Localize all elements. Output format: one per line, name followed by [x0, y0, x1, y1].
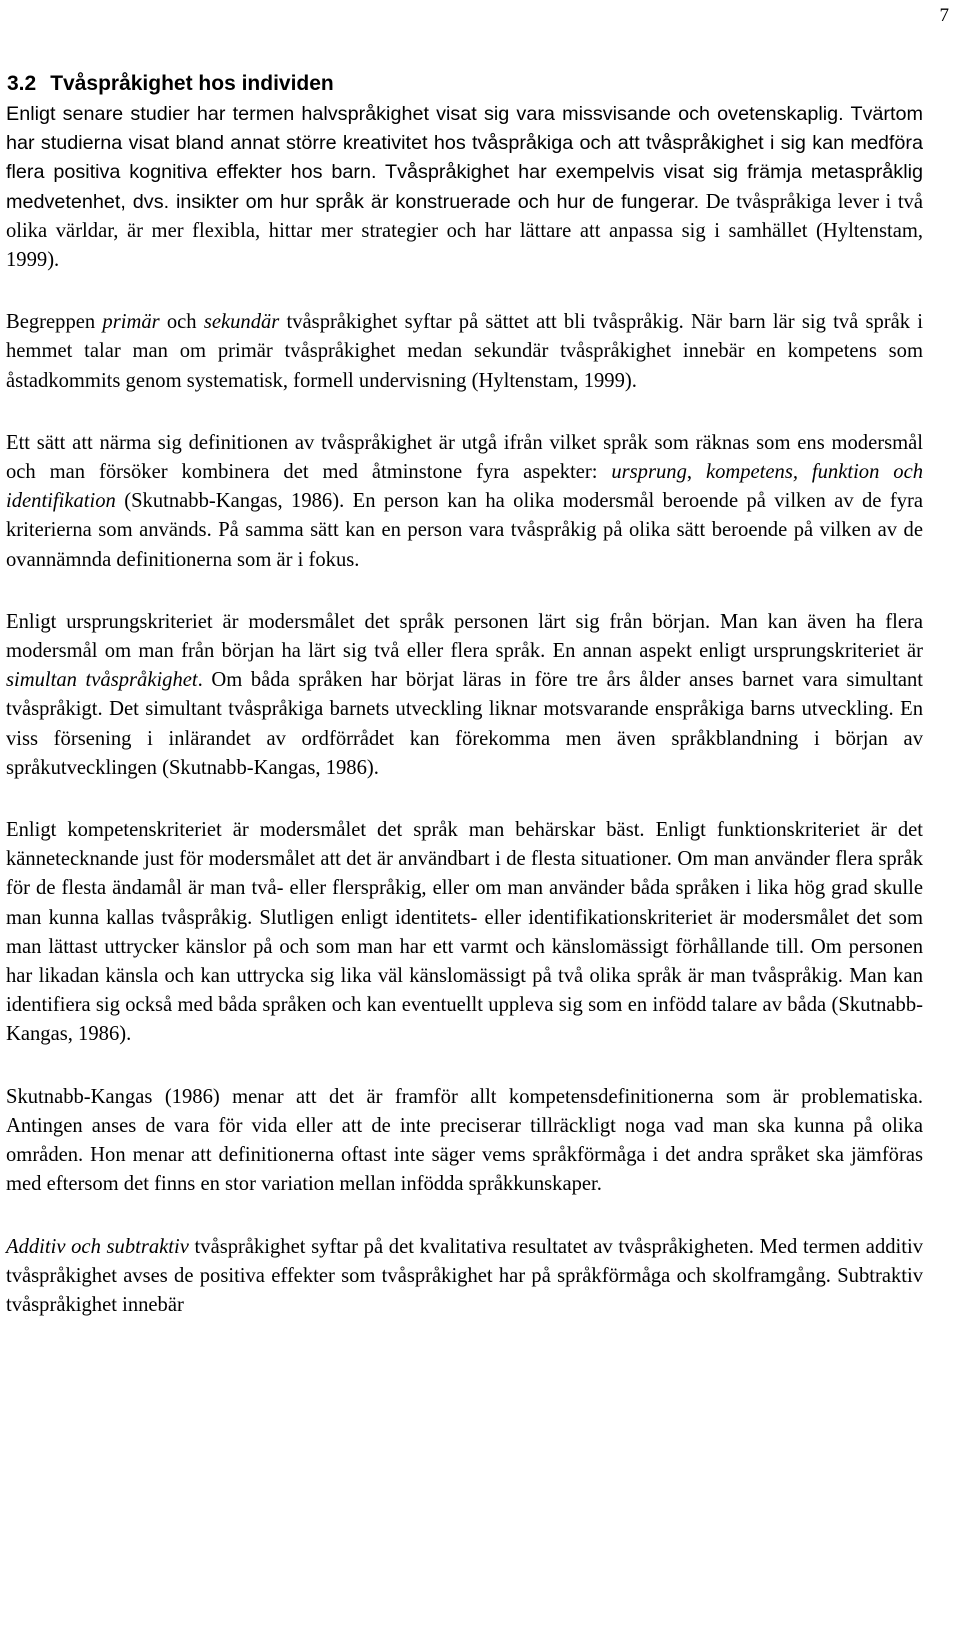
italic-term: primär: [102, 311, 160, 334]
section-heading: [7, 70, 334, 98]
paragraph-ursprungskriteriet: [6, 608, 923, 783]
italic-term: simultan tvåspråkighet: [6, 669, 198, 692]
paragraph-text: Begreppen: [6, 311, 103, 334]
section-number: 3.2: [7, 72, 37, 95]
paragraph-additiv-subtraktiv: [6, 1233, 923, 1321]
document-body: [6, 100, 923, 1353]
paragraph-definitioner: [6, 429, 923, 575]
italic-term: ursprung: [611, 461, 687, 484]
italic-term: kompetens, funktion och identifikation: [6, 461, 924, 513]
paragraph-kompetenskriteriet: Enligt kompetenskriteriet är modersmålet det språk man behärskar bäst. Enligt funktionskriteriet är det kännetecknande just för modersmålet att det är användbart i de flesta situationer. Om man använder flera språk för de flesta ändamål är man två- eller flerspråkig, eller om man använder båda språken i lika hög grad skulle man kunna kallas tvåspråkig. Slutligen enligt identitets- eller identifikationskriteriet är modersmålet det som man lättast uttrycker känslor på och som man har ett varmt och känslomässigt förhållande till. Om personen har likadan känsla och kan uttrycka sig lika väl känslomässigt på två olika språk är man tvåspråkig. Man kan identifiera sig också med båda språken och kan eventuellt uppleva sig som en infödd talare av båda (Skutnabb-Kangas, 1986).: [6, 819, 923, 1046]
paragraph-text: Ett sätt att närma sig definitionen av tvåspråkighet är utgå ifrån vilket språk som räknas som ens modersmål och man försöker kombinera det med åtminstone fyra aspekter:: [6, 431, 923, 484]
paragraph-text: tvåspråkighet syftar på det kvalitativa resultatet av tvåspråkigheten. Med termen additiv tvåspråkighet avses de positiva effekter som tvåspråkighet har på språkförmåga och skolframgång. Subtraktiv tvåspråkighet innebär: [6, 1235, 924, 1316]
page-number: 7: [939, 5, 949, 26]
paragraph-sans-text: Enligt senare studier har termen halvspråkighet visat sig vara missvisande och ovetenskaplig. Tvärtom har studierna visat bland annat större kreativitet hos tvåspråkiga och att tvåspråkighet i sig kan medföra flera positiva kognitiva effekter hos barn. Tvåspråkighet har exempelvis visat sig främja metaspråklig medvetenhet, dvs. insikter om hur språk är konstruerade och hur de fungerar.: [6, 103, 923, 213]
paragraph-text: och: [159, 311, 204, 334]
paragraph-text: De tvåspråkiga lever i två olika världar, är mer flexibla, hittar mer strategier och har lättare att anpassa sig i samhället (Hyltenstam, 1999).: [6, 190, 923, 272]
paragraph-text: Enligt ursprungskriteriet är modersmålet det språk personen lärt sig från början. Man kan även ha flera modersmål om man från början ha lärt sig två eller flera språk. En annan aspekt enligt ursprungskriteriet är: [6, 610, 923, 663]
paragraph-text: tvåspråkighet syftar på sättet att bli tvåspråkig. När barn lär sig två språk i hemmet talar man om primär tvåspråkighet medan sekundär tvåspråkighet innebär en kompetens som åstadkommits genom systematisk, formell undervisning (Hyltenstam, 1999).: [6, 311, 923, 392]
paragraph-primar-sekundar: [6, 308, 923, 396]
paragraph-text: (Skutnabb-Kangas, 1986). En person kan ha olika modersmål beroende på vilken av de fyra kriterierna som används. På samma sätt kan en person vara tvåspråkig på olika sätt beroende på vilken av de ovannämnda definitionerna som är i fokus.: [6, 490, 923, 571]
paragraph-text: . Om båda språken har börjat läras in före tre års ålder anses barnet vara simultant tvåspråkigt. Det simultant tvåspråkiga barnets utveckling liknar motsvarande enspråkiga barns utveckling. En viss försening i inlärandet av ordförrådet kan förekomma men även språkblandning i början av språkutvecklingen (Skutnabb-Kangas, 1986).: [6, 669, 923, 779]
paragraph-halvsprakighet: [6, 100, 923, 275]
paragraph-text: ,: [686, 461, 706, 484]
italic-term: Additiv och subtraktiv: [6, 1235, 189, 1258]
italic-term: sekundär: [203, 311, 280, 334]
section-title: Tvåspråkighet hos individen: [50, 72, 334, 95]
paragraph-skutnabb-kangas: Skutnabb-Kangas (1986) menar att det är framför allt kompetensdefinitionerna som är problematiska. Antingen anses de vara för vida eller att de inte preciserar tillräckligt noga vad man ska kunna på olika områden. Hon menar att definitionerna oftast inte säger vems språkförmåga i det andra språket ska jämföras med eftersom det finns en stor variation mellan infödda språkkunskaper.: [6, 1085, 923, 1196]
